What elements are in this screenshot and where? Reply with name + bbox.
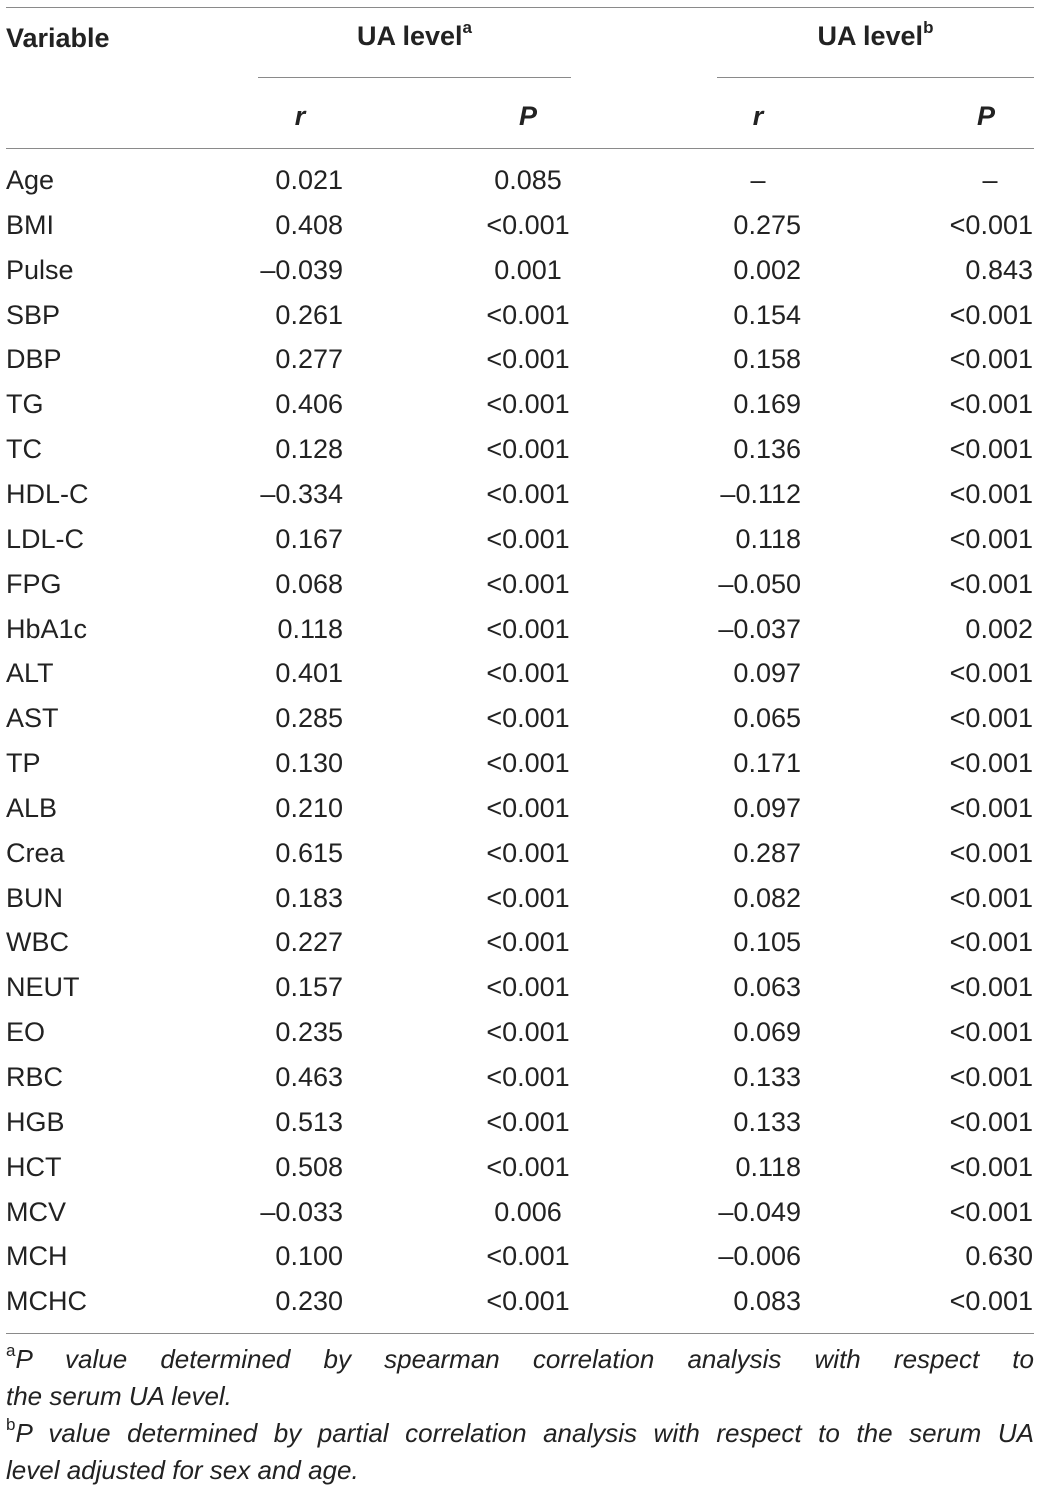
table-bottom-rule (6, 1333, 1034, 1334)
cell-p-a: <0.001 (486, 1241, 570, 1271)
header-ua-level-b-label: UA level (817, 21, 924, 51)
cell-variable: HGB (6, 1107, 65, 1137)
cell-r-b: 0.133 (733, 1062, 801, 1092)
cell-p-a: <0.001 (486, 1017, 570, 1047)
cell-p-b: <0.001 (949, 1017, 1033, 1047)
header-p-b: P (976, 101, 995, 131)
header-p-a: P (518, 101, 537, 131)
cell-variable: ALB (6, 793, 58, 823)
cell-r-a: 0.230 (275, 1286, 343, 1316)
group-a-rule (258, 77, 571, 78)
cell-variable: TG (6, 389, 44, 419)
cell-p-a: <0.001 (486, 389, 570, 419)
footnote-a-line2: the serum UA level. (6, 1381, 232, 1411)
cell-variable: MCHC (6, 1286, 87, 1316)
cell-r-a: 0.261 (275, 300, 343, 330)
cell-variable: Pulse (6, 255, 74, 285)
cell-r-b: 0.097 (733, 658, 801, 688)
cell-r-a: 0.210 (275, 793, 343, 823)
cell-p-b: <0.001 (949, 793, 1033, 823)
header-ua-level-a-label: UA level (356, 21, 463, 51)
cell-p-a: 0.085 (494, 165, 562, 195)
cell-p-b: <0.001 (949, 838, 1033, 868)
cell-p-a: <0.001 (486, 524, 570, 554)
header-r-b: r (752, 101, 764, 131)
cell-p-a: <0.001 (486, 344, 570, 374)
cell-r-a: 0.068 (275, 569, 343, 599)
cell-variable: FPG (6, 569, 62, 599)
footnote-a-text1: value determined by spearman correlation analysis with respect to (65, 1344, 1034, 1374)
cell-r-b: –0.050 (718, 569, 801, 599)
cell-r-a: 0.285 (275, 703, 343, 733)
cell-p-b: <0.001 (949, 210, 1033, 240)
top-rule (6, 7, 1034, 8)
cell-variable: Age (6, 165, 55, 195)
group-b-rule (717, 77, 1034, 78)
cell-variable: BMI (6, 210, 55, 240)
footnote-b-line2: level adjusted for sex and age. (6, 1455, 359, 1485)
cell-variable: TP (6, 748, 41, 778)
footnote-b-text1: value determined by partial correlation analysis with respect to the serum UA (48, 1418, 1034, 1448)
cell-p-a: <0.001 (486, 479, 570, 509)
cell-r-b: 0.136 (733, 434, 801, 464)
cell-p-b: <0.001 (949, 703, 1033, 733)
cell-r-b: 0.169 (733, 389, 801, 419)
cell-p-b: <0.001 (949, 1062, 1033, 1092)
footnote-a-line1 (6, 1341, 1034, 1378)
cell-r-a: –0.334 (260, 479, 343, 509)
cell-variable: DBP (6, 344, 62, 374)
cell-p-a: <0.001 (486, 569, 570, 599)
cell-r-a: 0.100 (275, 1241, 343, 1271)
cell-variable: Crea (6, 838, 65, 868)
cell-p-b: <0.001 (949, 344, 1033, 374)
cell-variable: LDL-C (6, 524, 85, 554)
cell-p-a: <0.001 (486, 972, 570, 1002)
header-ua-level-a-sup: a (462, 18, 473, 37)
cell-r-a: 0.406 (275, 389, 343, 419)
cell-r-a: 0.401 (275, 658, 343, 688)
footnote-a-sup: a (6, 1341, 16, 1361)
header-variable: Variable (6, 23, 110, 53)
cell-r-a: 0.021 (275, 165, 343, 195)
cell-variable: HbA1c (6, 614, 88, 644)
cell-variable: BUN (6, 883, 64, 913)
cell-r-a: 0.157 (275, 972, 343, 1002)
cell-r-a: 0.463 (275, 1062, 343, 1092)
cell-p-b: <0.001 (949, 1197, 1033, 1227)
cell-r-a: 0.277 (275, 344, 343, 374)
footnote-b (6, 1415, 1034, 1489)
cell-p-b: 0.843 (965, 255, 1033, 285)
cell-p-a: <0.001 (486, 1062, 570, 1092)
cell-variable: ALT (6, 658, 54, 688)
cell-r-b: 0.097 (733, 793, 801, 823)
footnote-b-lead: P (15, 1418, 32, 1448)
cell-p-a: <0.001 (486, 1286, 570, 1316)
cell-r-b: 0.118 (735, 524, 801, 554)
cell-p-b: <0.001 (949, 748, 1033, 778)
cell-r-b: 0.002 (733, 255, 801, 285)
cell-variable: RBC (6, 1062, 64, 1092)
cell-p-b: 0.630 (965, 1241, 1033, 1271)
cell-p-b: <0.001 (949, 1286, 1033, 1316)
cell-r-a: –0.039 (260, 255, 343, 285)
cell-r-a: 0.130 (275, 748, 343, 778)
cell-p-b: <0.001 (949, 658, 1033, 688)
cell-p-a: <0.001 (486, 658, 570, 688)
cell-p-a: <0.001 (486, 1152, 570, 1182)
cell-r-b: 0.105 (733, 927, 801, 957)
cell-p-b: <0.001 (949, 927, 1033, 957)
cell-r-b: 0.065 (733, 703, 801, 733)
cell-r-a: 0.508 (275, 1152, 343, 1182)
cell-r-b: – (750, 165, 766, 195)
cell-p-a: <0.001 (486, 703, 570, 733)
cell-variable: NEUT (6, 972, 80, 1002)
cell-r-b: –0.049 (718, 1197, 801, 1227)
cell-r-b: 0.069 (733, 1017, 801, 1047)
cell-p-a: <0.001 (486, 838, 570, 868)
cell-p-a: <0.001 (486, 927, 570, 957)
cell-p-a: <0.001 (486, 748, 570, 778)
cell-p-b: <0.001 (949, 479, 1033, 509)
cell-variable: AST (6, 703, 59, 733)
cell-r-b: –0.006 (718, 1241, 801, 1271)
cell-p-b: – (982, 165, 998, 195)
cell-r-b: 0.287 (733, 838, 801, 868)
cell-p-a: 0.006 (494, 1197, 562, 1227)
cell-p-a: <0.001 (486, 210, 570, 240)
header-bottom-rule (6, 148, 1034, 149)
footnote-b-line1 (6, 1415, 1034, 1452)
cell-p-b: <0.001 (949, 524, 1033, 554)
cell-r-b: 0.118 (735, 1152, 801, 1182)
cell-r-b: 0.133 (733, 1107, 801, 1137)
cell-p-b: <0.001 (949, 883, 1033, 913)
cell-r-b: 0.171 (733, 748, 801, 778)
cell-p-b: <0.001 (949, 300, 1033, 330)
cell-p-a: <0.001 (486, 793, 570, 823)
cell-variable: SBP (6, 300, 61, 330)
cell-p-a: 0.001 (494, 255, 562, 285)
cell-p-a: <0.001 (486, 883, 570, 913)
cell-r-a: 0.227 (275, 927, 343, 957)
cell-p-b: <0.001 (949, 1152, 1033, 1182)
cell-r-a: 0.513 (275, 1107, 343, 1137)
cell-r-b: 0.154 (733, 300, 801, 330)
cell-p-b: <0.001 (949, 1107, 1033, 1137)
cell-p-b: <0.001 (949, 569, 1033, 599)
cell-variable: EO (6, 1017, 46, 1047)
cell-p-b: 0.002 (965, 614, 1033, 644)
footnote-b-sup: b (6, 1415, 16, 1435)
cell-variable: TC (6, 434, 42, 464)
cell-r-b: –0.037 (718, 614, 801, 644)
cell-r-a: 0.128 (275, 434, 343, 464)
cell-variable: MCV (6, 1197, 66, 1227)
footnote-a (6, 1341, 1034, 1415)
cell-r-b: 0.063 (733, 972, 801, 1002)
cell-p-a: <0.001 (486, 1107, 570, 1137)
cell-r-b: 0.158 (733, 344, 801, 374)
cell-r-b: –0.112 (720, 479, 801, 509)
cell-r-b: 0.082 (733, 883, 801, 913)
cell-r-a: 0.183 (275, 883, 343, 913)
header-r-a: r (294, 101, 306, 131)
cell-p-b: <0.001 (949, 972, 1033, 1002)
cell-p-a: <0.001 (486, 434, 570, 464)
header-ua-level-b-sup: b (923, 18, 934, 37)
cell-r-a: 0.615 (275, 838, 343, 868)
cell-variable: HDL-C (6, 479, 89, 509)
cell-p-a: <0.001 (486, 300, 570, 330)
cell-r-a: 0.408 (275, 210, 343, 240)
cell-variable: HCT (6, 1152, 62, 1182)
cell-p-b: <0.001 (949, 389, 1033, 419)
cell-variable: MCH (6, 1241, 68, 1271)
header-ua-level-a (258, 20, 571, 52)
cell-r-a: 0.167 (275, 524, 343, 554)
cell-r-b: 0.275 (733, 210, 801, 240)
cell-variable: WBC (6, 927, 69, 957)
cell-p-b: <0.001 (949, 434, 1033, 464)
cell-r-a: –0.033 (260, 1197, 343, 1227)
cell-r-a: 0.235 (275, 1017, 343, 1047)
cell-r-b: 0.083 (733, 1286, 801, 1316)
header-ua-level-b (717, 20, 1034, 52)
cell-p-a: <0.001 (486, 614, 570, 644)
footnote-a-lead: P (15, 1344, 32, 1374)
cell-r-a: 0.118 (277, 614, 343, 644)
